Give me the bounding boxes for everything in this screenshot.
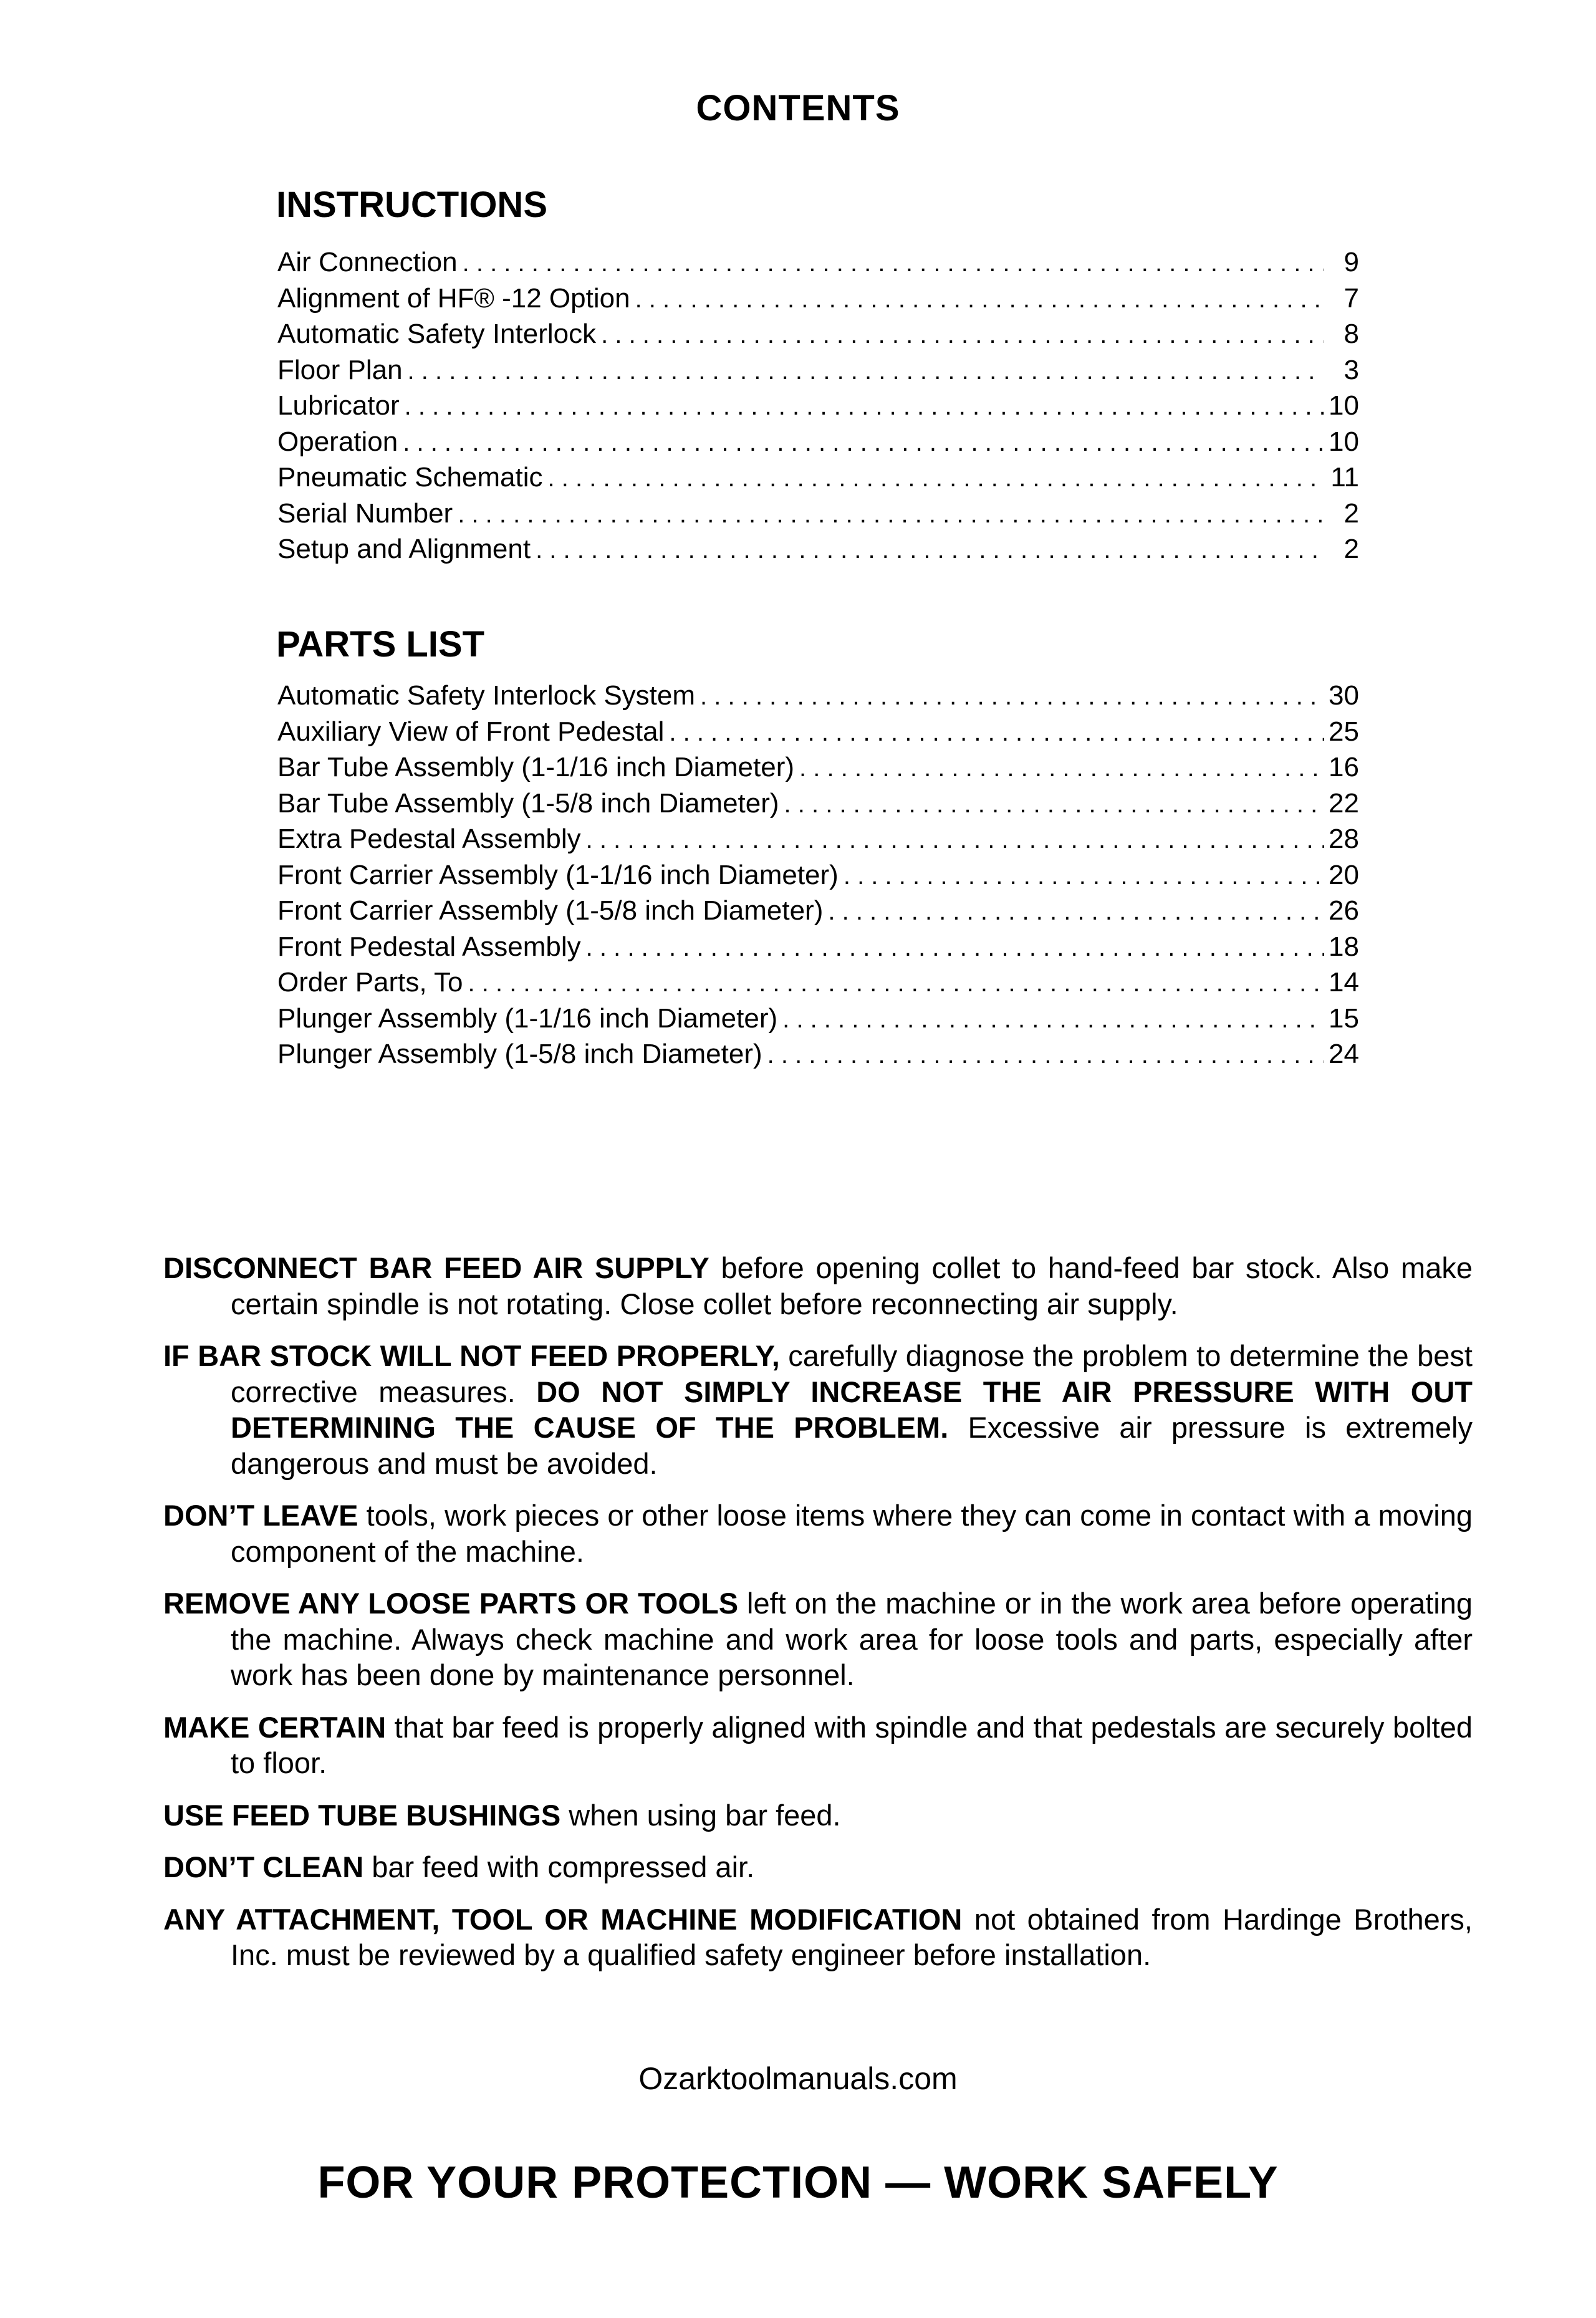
toc-entry-label: Auxiliary View of Front Pedestal (277, 716, 665, 747)
warning-lead: REMOVE ANY LOOSE PARTS OR TOOLS (163, 1587, 739, 1620)
toc-entry[interactable] (277, 929, 1359, 965)
dot-leader (767, 1037, 1324, 1074)
toc-entry-label: Pneumatic Schematic (277, 462, 543, 493)
dot-leader (586, 930, 1324, 966)
warning-lead: DISCONNECT BAR FEED AIR SUPPLY (163, 1251, 709, 1284)
toc-entry[interactable] (277, 1036, 1359, 1072)
toc-entry[interactable] (277, 388, 1359, 424)
warning-text: left on the machine or in the work area before operating the machine. Always check machine and work area for loose tools and parts, especially after work has been done by maintenance personnel. (231, 1587, 1473, 1691)
toc-entry-page: 3 (1344, 354, 1359, 385)
warning-item (163, 1498, 1473, 1569)
website-link[interactable]: Ozarktoolmanuals.com (638, 2061, 958, 2096)
toc-entry-page: 2 (1344, 534, 1359, 564)
toc-entry-label: Bar Tube Assembly (1-5/8 inch Diameter) (277, 787, 779, 819)
toc-entry-label: Front Carrier Assembly (1-5/8 inch Diameter) (277, 895, 824, 926)
warning-item (163, 1338, 1473, 1481)
warning-text: before opening collet to hand-feed bar stock. Also make certain spindle is not rotating. Close collet before reconnecting air supply. (231, 1251, 1473, 1320)
warning-item (163, 1902, 1473, 1973)
toc-entry[interactable] (277, 678, 1359, 714)
toc-entry-label: Alignment of HF® -12 Option (277, 282, 630, 314)
warning-item (163, 1849, 1473, 1885)
warning-text: carefully diagnose the problem to determine the best corrective measures. (231, 1339, 1473, 1408)
toc-entry-page: 22 (1329, 787, 1359, 819)
toc-entry[interactable] (277, 244, 1359, 281)
toc-entry-label: Front Carrier Assembly (1-1/16 inch Diameter) (277, 859, 839, 890)
toc-entry[interactable] (277, 964, 1359, 1001)
dot-leader (601, 317, 1324, 353)
warning-lead: USE FEED TUBE BUSHINGS (163, 1798, 561, 1832)
toc-entry[interactable] (277, 714, 1359, 750)
toc-entry-label: Plunger Assembly (1-1/16 inch Diameter) (277, 1003, 778, 1034)
toc-entry[interactable] (277, 786, 1359, 822)
toc-entry-label: Setup and Alignment (277, 534, 531, 564)
toc-entry-page: 15 (1329, 1003, 1359, 1034)
toc-entry-page: 10 (1329, 426, 1359, 457)
toc-entry[interactable] (277, 531, 1359, 567)
toc-entry[interactable] (277, 893, 1359, 929)
warning-lead: MAKE CERTAIN (163, 1710, 387, 1744)
toc-entry-label: Automatic Safety Interlock (277, 319, 597, 349)
warning-lead: IF BAR STOCK WILL NOT FEED PROPERLY, (163, 1339, 780, 1372)
dot-leader (463, 246, 1324, 282)
dot-leader (635, 282, 1324, 318)
dot-leader (548, 461, 1324, 497)
toc-entry-label: Lubricator (277, 390, 400, 421)
toc-entry-page: 26 (1329, 895, 1359, 926)
instructions-toc (277, 244, 1359, 567)
dot-leader (405, 389, 1324, 425)
toc-entry[interactable] (277, 316, 1359, 352)
dot-leader (536, 532, 1324, 569)
toc-entry[interactable] (277, 459, 1359, 496)
dot-leader (669, 715, 1324, 751)
dot-leader (468, 966, 1324, 1002)
dot-leader (700, 679, 1324, 715)
instructions-heading: INSTRUCTIONS (276, 185, 547, 225)
warning-tail: Excessive air pressure is extremely dangerous and must be avoided. (231, 1411, 1473, 1480)
toc-entry-page: 8 (1344, 319, 1359, 349)
toc-entry[interactable] (277, 821, 1359, 857)
warning-text: that bar feed is properly aligned with spindle and that pedestals are securely bolted to floor. (231, 1710, 1473, 1779)
toc-entry-page: 16 (1329, 752, 1359, 782)
parts-list-toc (277, 678, 1359, 1072)
dot-leader (799, 751, 1324, 787)
toc-entry[interactable] (277, 857, 1359, 893)
warning-item (163, 1797, 1473, 1834)
dot-leader (403, 425, 1324, 461)
toc-entry-label: Floor Plan (277, 354, 403, 385)
toc-entry-label: Bar Tube Assembly (1-1/16 inch Diameter) (277, 752, 795, 782)
warning-emphasis: DO NOT SIMPLY INCREASE THE AIR PRESSURE WITH OUT DETERMINING THE CAUSE OF THE PROBLEM. (231, 1375, 1473, 1444)
toc-entry-label: Automatic Safety Interlock System (277, 680, 696, 711)
toc-entry-page: 7 (1344, 282, 1359, 314)
warning-text: tools, work pieces or other loose items where they can come in contact with a moving component of the machine. (231, 1499, 1473, 1568)
toc-entry-label: Air Connection (277, 247, 458, 277)
toc-entry-page: 9 (1344, 247, 1359, 277)
warning-item (163, 1250, 1473, 1322)
dot-leader (844, 858, 1324, 895)
warning-lead: ANY ATTACHMENT, TOOL OR MACHINE MODIFICATION (163, 1902, 963, 1936)
dot-leader (586, 822, 1324, 858)
toc-entry-label: Extra Pedestal Assembly (277, 824, 581, 854)
dot-leader (784, 787, 1324, 823)
toc-entry-page: 28 (1329, 824, 1359, 854)
safety-warnings (163, 1250, 1473, 1989)
toc-entry[interactable] (277, 281, 1359, 317)
warning-text: bar feed with compressed air. (363, 1850, 755, 1883)
toc-entry-label: Order Parts, To (277, 967, 463, 998)
toc-entry[interactable] (277, 496, 1359, 532)
dot-leader (828, 894, 1324, 930)
warning-text: when using bar feed. (560, 1798, 841, 1832)
toc-entry-page: 25 (1329, 716, 1359, 747)
warning-lead: DON’T CLEAN (163, 1850, 364, 1883)
toc-entry-label: Front Pedestal Assembly (277, 931, 581, 962)
warning-text: not obtained from Hardinge Brothers, Inc. must be reviewed by a qualified safety engineer before installation. (231, 1902, 1473, 1971)
toc-entry[interactable] (277, 749, 1359, 786)
toc-entry-page: 14 (1329, 967, 1359, 998)
warning-lead: DON’T LEAVE (163, 1499, 358, 1532)
footer-slogan: FOR YOUR PROTECTION — WORK SAFELY (317, 2158, 1279, 2208)
toc-entry-label: Serial Number (277, 498, 453, 529)
warning-item (163, 1710, 1473, 1781)
warning-item (163, 1585, 1473, 1693)
toc-entry-page: 24 (1329, 1039, 1359, 1069)
toc-entry-label: Operation (277, 426, 398, 457)
dot-leader (408, 353, 1324, 390)
page-title: CONTENTS (696, 88, 900, 128)
toc-entry-page: 2 (1344, 498, 1359, 529)
toc-entry-page: 20 (1329, 859, 1359, 890)
toc-entry-page: 10 (1329, 390, 1359, 421)
toc-entry[interactable] (277, 424, 1359, 460)
toc-entry-label: Plunger Assembly (1-5/8 inch Diameter) (277, 1039, 762, 1069)
toc-entry[interactable] (277, 352, 1359, 388)
toc-entry-page: 11 (1330, 462, 1359, 493)
dot-leader (458, 497, 1324, 533)
toc-entry-page: 18 (1329, 931, 1359, 962)
toc-entry[interactable] (277, 1001, 1359, 1037)
toc-entry-page: 30 (1329, 680, 1359, 711)
parts-list-heading: PARTS LIST (276, 624, 485, 665)
dot-leader (782, 1002, 1324, 1038)
